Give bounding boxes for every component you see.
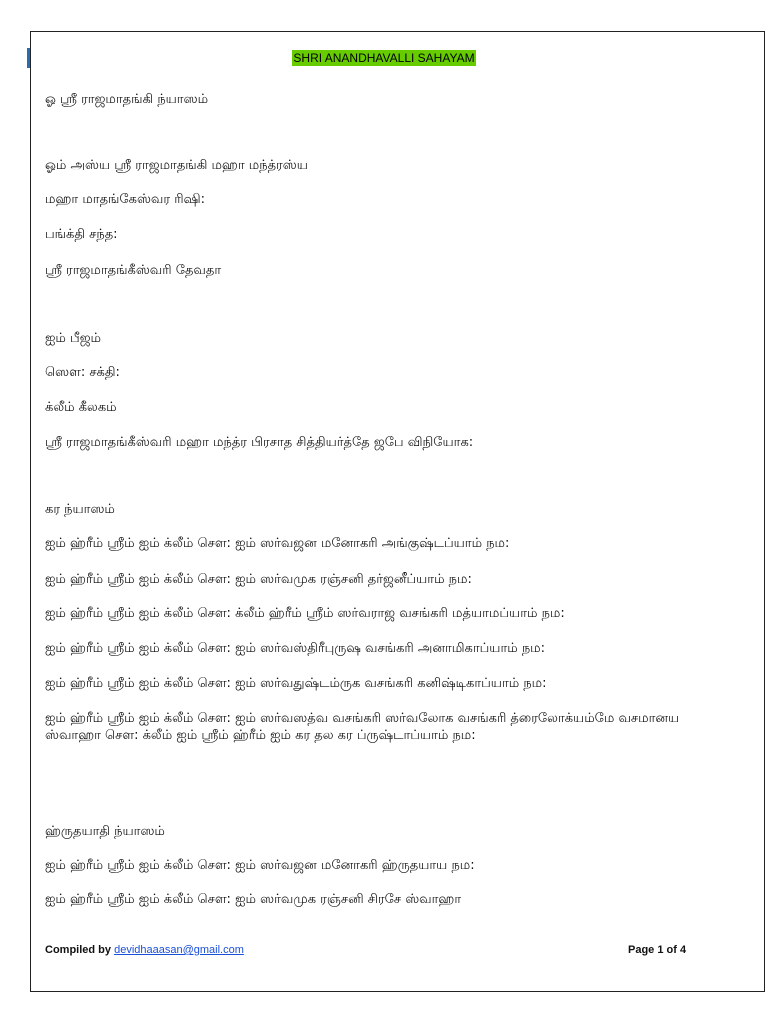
text-line: ஐம் பீஜம் (45, 331, 102, 346)
section-heading: ஹ்ருதயாதி ந்யாஸம் (45, 824, 165, 839)
email-link[interactable]: devidhaaasan@gmail.com (114, 944, 244, 956)
compiled-label: Compiled by (45, 944, 112, 956)
text-line: ஐம் ஹ்ரீம் ஶ்ரீம் ஐம் க்லீம் சௌ: ஐம் ஸர்வஜன மனோகரி ஹ்ருதயாய நம: (45, 858, 475, 873)
text-line: ஐம் ஹ்ரீம் ஶ்ரீம் ஐம் க்லீம் சௌ: ஐம் ஸர்வதுஷ்டம்ருக வசங்கரி கனிஷ்டிகாப்யாம் நம: (45, 676, 547, 691)
title-highlight: SHRI ANANDHAVALLI SAHAYAM (293, 51, 475, 65)
text-line: ஐம் ஹ்ரீம் ஶ்ரீம் ஐம் க்லீம் சௌ: ஐம் ஸர்வஸ்திரீபுருஷ வசங்கரி அனாமிகாப்யாம் நம: (45, 641, 546, 656)
text-line: க்லீம் கீலகம் (45, 400, 117, 415)
text-line: ஓ ஶ்ரீ ராஜமாதங்கி ந்யாஸம் (45, 92, 209, 107)
text-line: ஶ்ரீ ராஜமாதங்கீஸ்வரி மஹா மந்த்ர பிரசாத சித்தியர்த்தே ஜபே விநியோக: (45, 435, 474, 450)
page-title (0, 50, 768, 66)
text-line: பங்க்தி சந்த: (45, 227, 118, 242)
section-heading: கர ந்யாஸம் (45, 502, 115, 517)
text-line: ஸௌ: சக்தி: (45, 365, 120, 380)
text-line: மஹா மாதங்கேஸ்வர ரிஷி: (45, 192, 205, 207)
footer-credit (45, 944, 244, 956)
text-line: ஓம் அஸ்ய ஶ்ரீ ராஜமாதங்கி மஹா மந்த்ரஸ்ய (45, 158, 308, 173)
page-number: Page 1 of 4 (628, 944, 687, 956)
text-line: ஐம் ஹ்ரீம் ஶ்ரீம் ஐம் க்லீம் சௌ: ஐம் ஸர்வஜன மனோகரி அங்குஷ்டப்யாம் நம: (45, 536, 510, 551)
text-paragraph: ஐம் ஹ்ரீம் ஶ்ரீம் ஐம் க்லீம் சௌ: ஐம் ஸர்வஸத்வ வசங்கரி ஸர்வலோக வசங்கரி த்ரைலோக்யம்மே வசமானய ஸ்வாஹா சௌ: க்லீம் ஐம் ஶ்ரீம் ஹ்ரீம் ஐம் கர தல கர ப்ருஷ்டாப்யாம் நம: (45, 711, 680, 743)
text-line: ஐம் ஹ்ரீம் ஶ்ரீம் ஐம் க்லீம் சௌ: க்லீம் ஹ்ரீம் ஶ்ரீம் ஸர்வராஜ வசங்கரி மத்யாமப்யாம் நம: (45, 606, 565, 621)
text-line: ஐம் ஹ்ரீம் ஶ்ரீம் ஐம் க்லீம் சௌ: ஐம் ஸர்வமுக ரஞ்சனி தர்ஜனீப்யாம் நம: (45, 572, 472, 587)
text-line: ஐம் ஹ்ரீம் ஶ்ரீம் ஐம் க்லீம் சௌ: ஐம் ஸர்வமுக ரஞ்சனி சிரசே ஸ்வாஹா (45, 892, 462, 907)
text-line: ஶ்ரீ ராஜமாதங்கீஸ்வரி தேவதா (45, 263, 222, 278)
